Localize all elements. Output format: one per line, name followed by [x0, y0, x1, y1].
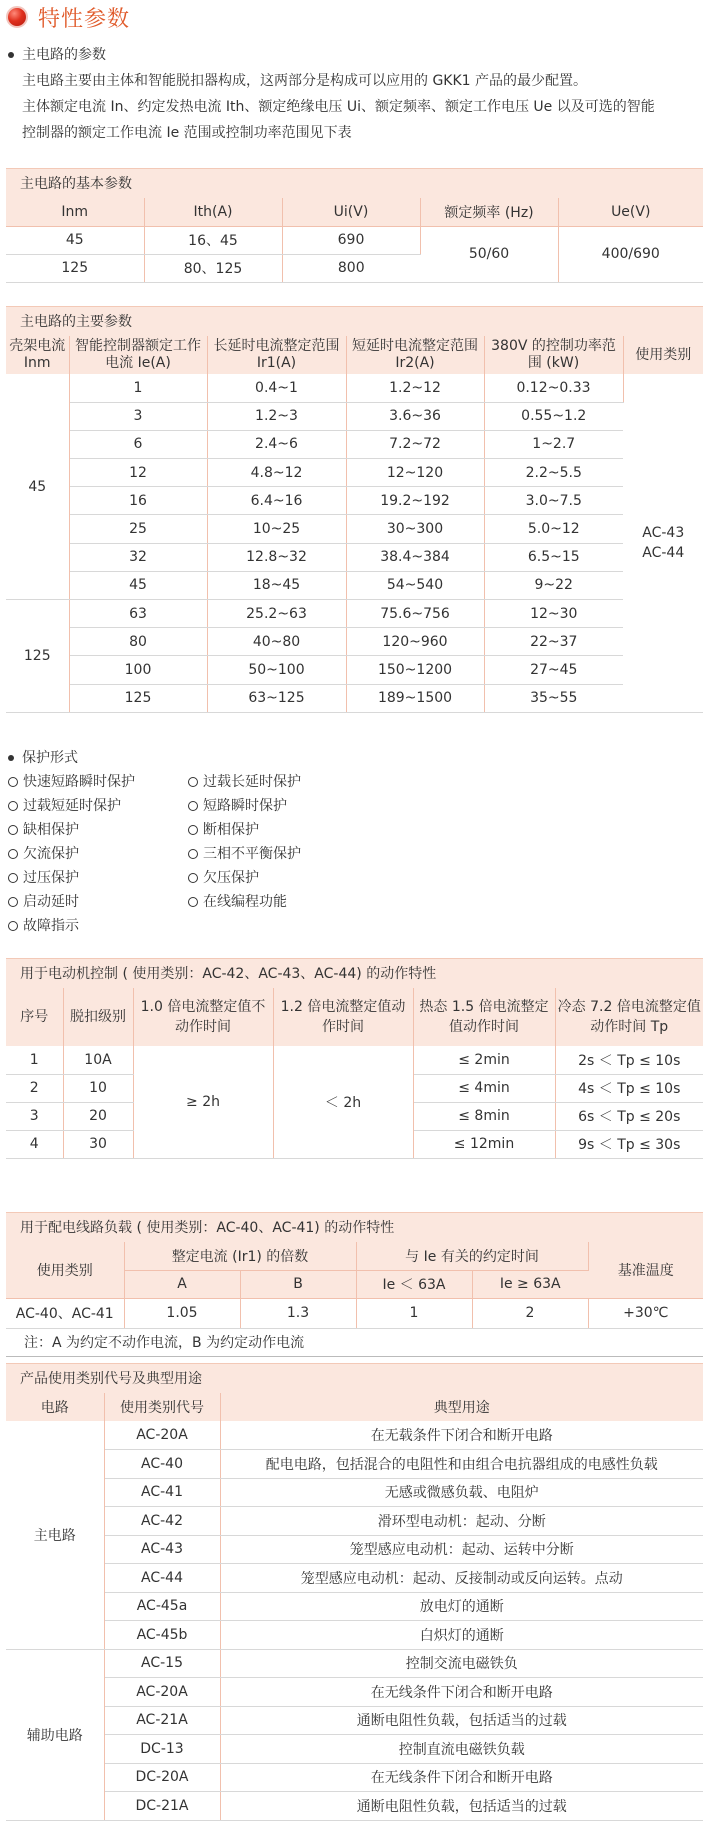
- table-cell: AC-20A: [104, 1421, 220, 1450]
- table-cell: 1: [6, 1046, 63, 1074]
- table-cell: ＜ 2h: [273, 1046, 413, 1158]
- bullet-icon: [8, 755, 14, 761]
- circle-icon: [188, 849, 198, 859]
- table-cell: 150~1200: [346, 656, 484, 684]
- table-cell: 6.4~16: [207, 487, 346, 515]
- intro-heading-text: 主电路的参数: [22, 47, 106, 63]
- table-cell: 12: [69, 459, 207, 487]
- table-cell: 50~100: [207, 656, 346, 684]
- table-cell: ≤ 4min: [413, 1074, 555, 1102]
- table-cell: 控制直流电磁铁负载: [220, 1735, 703, 1764]
- circle-icon: [8, 921, 18, 931]
- table-header: 电路: [6, 1393, 104, 1421]
- table-cell: 63~125: [207, 684, 346, 712]
- table-header: 使用类别代号: [104, 1393, 220, 1421]
- table-cell: 22~37: [484, 628, 623, 656]
- table-row: [6, 1706, 703, 1735]
- table-header: 整定电流 (Ir1) 的倍数: [124, 1242, 356, 1270]
- table-cell: 4: [6, 1130, 63, 1158]
- table-cell: 12~30: [484, 600, 623, 628]
- protection-item-label: 断相保护: [203, 822, 259, 838]
- table-header: 智能控制器额定工作电流 Ie(A): [69, 336, 207, 374]
- table-cell: 3.0~7.5: [484, 487, 623, 515]
- motor-table: [6, 988, 703, 1159]
- table-header: 冷态 7.2 倍电流整定值动作时间 Tp: [555, 988, 703, 1046]
- table-header: 脱扣级别: [63, 988, 133, 1046]
- circle-icon: [8, 849, 18, 859]
- table-header: Ie ＜ 63A: [356, 1270, 472, 1298]
- table-cell: 1~2.7: [484, 430, 623, 458]
- protection-item: [188, 818, 388, 842]
- intro-line-1: 主电路主要由主体和智能脱扣器构成，这两部分是构成可以应用的 GKK1 产品的最少配置。: [22, 73, 588, 89]
- protection-item-label: 启动延时: [23, 894, 79, 910]
- table-cell: 2s ＜ Tp ≤ 10s: [555, 1046, 703, 1074]
- table-header: Ith(A): [144, 198, 282, 226]
- bullet-icon: [8, 52, 14, 58]
- table-row: [6, 1478, 703, 1507]
- table-row: [6, 1535, 703, 1564]
- table-row: [6, 1592, 703, 1621]
- table-cell: AC-44: [104, 1564, 220, 1593]
- table-cell: AC-45a: [104, 1592, 220, 1621]
- table-cell: 无感或微感负载、电阻炉: [220, 1478, 703, 1507]
- protection-item: [8, 770, 188, 794]
- table-row: [6, 1450, 703, 1479]
- table-cell: 75.6~756: [346, 600, 484, 628]
- table-row: [6, 543, 703, 571]
- protection-item-label: 短路瞬时保护: [203, 798, 287, 814]
- table-cell: 30: [63, 1130, 133, 1158]
- table-cell: 6.5~15: [484, 543, 623, 571]
- protection-item: [8, 842, 188, 866]
- table-cell: 0.12~0.33: [484, 374, 623, 402]
- table-row: [6, 430, 703, 458]
- table-row: [6, 374, 703, 402]
- table-cell: 1.2~3: [207, 402, 346, 430]
- table-cell: 10~25: [207, 515, 346, 543]
- table-cell: 配电电路，包括混合的电阻性和由组合电抗器组成的电感性负载: [220, 1450, 703, 1479]
- table-cell: 45: [6, 374, 69, 600]
- table-cell: 1.2~12: [346, 374, 484, 402]
- protection-item-label: 三相不平衡保护: [203, 846, 301, 862]
- protection-item-label: 快速短路瞬时保护: [23, 774, 135, 790]
- red-circle-icon: [6, 6, 28, 28]
- table-cell: 1: [356, 1298, 472, 1328]
- table-cell: 30~300: [346, 515, 484, 543]
- table-cell: 800: [282, 254, 420, 282]
- table-cell: 100: [69, 656, 207, 684]
- circle-icon: [188, 897, 198, 907]
- table-cell: 189~1500: [346, 684, 484, 712]
- table-header: B: [240, 1270, 356, 1298]
- table-row: [6, 1792, 703, 1821]
- table-row: [6, 1507, 703, 1536]
- table-header: 序号: [6, 988, 63, 1046]
- table-cell: DC-20A: [104, 1763, 220, 1792]
- table-row: [6, 571, 703, 599]
- table-cell: 6: [69, 430, 207, 458]
- table-cell: 12.8~32: [207, 543, 346, 571]
- table-row: [6, 1046, 703, 1074]
- motor-section: [6, 958, 703, 1159]
- table-cell: 在无载条件下闭合和断开电路: [220, 1421, 703, 1450]
- motor-heading: 用于电动机控制 ( 使用类别：AC-42、AC-43、AC-44) 的动作特性: [6, 958, 703, 988]
- protection-list: [8, 770, 408, 938]
- table-cell: 400/690: [558, 226, 703, 282]
- intro-line-2: 主体额定电流 In、约定发热电流 Ith、额定绝缘电压 Ui、额定频率、额定工作电压 Ue 以及可选的智能: [22, 99, 655, 115]
- table-row: [6, 1298, 703, 1328]
- protection-item: [188, 842, 388, 866]
- protection-item: [8, 890, 188, 914]
- table-cell: 10: [63, 1074, 133, 1102]
- table-cell: 白炽灯的通断: [220, 1621, 703, 1650]
- protection-item: [188, 890, 388, 914]
- table-cell: 54~540: [346, 571, 484, 599]
- protection-item-label: 欠压保护: [203, 870, 259, 886]
- table-row: [6, 402, 703, 430]
- table-header: 短延时电流整定范围 Ir2(A): [346, 336, 484, 374]
- table-cell: 2: [6, 1074, 63, 1102]
- table-cell: 通断电阻性负载，包括适当的过载: [220, 1792, 703, 1821]
- table-row: [6, 515, 703, 543]
- distribution-section: [6, 1212, 703, 1357]
- page-title: [6, 2, 130, 32]
- usage-heading: 产品使用类别代号及典型用途: [6, 1363, 703, 1393]
- protection-item: [8, 794, 188, 818]
- table-cell: 3.6~36: [346, 402, 484, 430]
- intro-section: [8, 42, 708, 146]
- table-cell: AC-40: [104, 1450, 220, 1479]
- table-row: [6, 1678, 703, 1707]
- protection-item-label: 缺相保护: [23, 822, 79, 838]
- table-cell: AC-43 AC-44: [623, 374, 703, 712]
- protection-item-label: 过压保护: [23, 870, 79, 886]
- circle-icon: [8, 801, 18, 811]
- table-header: 基准温度: [588, 1242, 703, 1298]
- table-cell: 27~45: [484, 656, 623, 684]
- table-cell: AC-21A: [104, 1706, 220, 1735]
- table-header: A: [124, 1270, 240, 1298]
- table-cell: 38.4~384: [346, 543, 484, 571]
- protection-item: [8, 866, 188, 890]
- basic-params-table: [6, 198, 703, 283]
- table-cell: 19.2~192: [346, 487, 484, 515]
- table-header: 1.2 倍电流整定值动作时间: [273, 988, 413, 1046]
- table-header: 使用类别: [623, 336, 703, 374]
- table-cell: 主电路: [6, 1421, 104, 1649]
- table-cell: 控制交流电磁铁负: [220, 1649, 703, 1678]
- circle-icon: [188, 825, 198, 835]
- table-cell: 125: [6, 600, 69, 713]
- table-cell: 80、125: [144, 254, 282, 282]
- table-row: [6, 459, 703, 487]
- table-row: [6, 600, 703, 628]
- intro-line-3: 控制器的额定工作电流 Ie 范围或控制功率范围见下表: [22, 125, 352, 141]
- table-cell: 5.0~12: [484, 515, 623, 543]
- table-cell: 6s ＜ Tp ≤ 20s: [555, 1102, 703, 1130]
- table-cell: 16、45: [144, 226, 282, 254]
- table-header: 热态 1.5 倍电流整定值动作时间: [413, 988, 555, 1046]
- table-cell: 125: [6, 254, 144, 282]
- table-cell: DC-13: [104, 1735, 220, 1764]
- table-cell: 辅助电路: [6, 1649, 104, 1820]
- table-row: [6, 628, 703, 656]
- table-cell: 7.2~72: [346, 430, 484, 458]
- distribution-table: [6, 1242, 703, 1329]
- table-cell: 25: [69, 515, 207, 543]
- table-cell: ≤ 2min: [413, 1046, 555, 1074]
- table-cell: 80: [69, 628, 207, 656]
- table-cell: 2.2~5.5: [484, 459, 623, 487]
- table-cell: 0.55~1.2: [484, 402, 623, 430]
- circle-icon: [8, 897, 18, 907]
- table-header: 额定频率 (Hz): [420, 198, 558, 226]
- table-cell: 1: [69, 374, 207, 402]
- protection-item-label: 故障指示: [23, 918, 79, 934]
- table-cell: 笼型感应电动机：起动、反接制动或反向运转。点动: [220, 1564, 703, 1593]
- table-cell: 45: [6, 226, 144, 254]
- table-cell: 4.8~12: [207, 459, 346, 487]
- table-cell: 125: [69, 684, 207, 712]
- protection-item: [8, 818, 188, 842]
- table-cell: 12~120: [346, 459, 484, 487]
- table-row: [6, 1763, 703, 1792]
- table-cell: 25.2~63: [207, 600, 346, 628]
- circle-icon: [8, 825, 18, 835]
- table-cell: 10A: [63, 1046, 133, 1074]
- table-cell: 3: [6, 1102, 63, 1130]
- table-cell: 0.4~1: [207, 374, 346, 402]
- protection-heading-text: 保护形式: [22, 750, 78, 766]
- circle-icon: [8, 777, 18, 787]
- basic-params-section: [6, 168, 703, 283]
- table-cell: ≥ 2h: [133, 1046, 273, 1158]
- protection-item-label: 过载长延时保护: [203, 774, 301, 790]
- table-cell: 2.4~6: [207, 430, 346, 458]
- circle-icon: [188, 777, 198, 787]
- main-params-heading: 主电路的主要参数: [6, 306, 703, 336]
- table-cell: 4s ＜ Tp ≤ 10s: [555, 1074, 703, 1102]
- table-header: Ie ≥ 63A: [472, 1270, 588, 1298]
- table-cell: AC-43: [104, 1535, 220, 1564]
- table-cell: DC-21A: [104, 1792, 220, 1821]
- table-cell: ≤ 12min: [413, 1130, 555, 1158]
- table-cell: 2: [472, 1298, 588, 1328]
- table-cell: AC-41: [104, 1478, 220, 1507]
- basic-params-heading: 主电路的基本参数: [6, 168, 703, 198]
- table-cell: 滑环型电动机：起动、分断: [220, 1507, 703, 1536]
- table-row: [6, 1421, 703, 1450]
- table-row: [6, 487, 703, 515]
- table-header: 与 Ie 有关的约定时间: [356, 1242, 588, 1270]
- protection-item: [188, 794, 388, 818]
- table-row: [6, 656, 703, 684]
- page-title-text: 特性参数: [38, 6, 131, 32]
- table-cell: 18~45: [207, 571, 346, 599]
- table-cell: 在无线条件下闭合和断开电路: [220, 1763, 703, 1792]
- table-cell: 16: [69, 487, 207, 515]
- table-header: 380V 的控制功率范围 (kW): [484, 336, 623, 374]
- usage-section: [6, 1363, 703, 1821]
- table-cell: 通断电阻性负载，包括适当的过载: [220, 1706, 703, 1735]
- table-cell: 1.3: [240, 1298, 356, 1328]
- table-cell: AC-20A: [104, 1678, 220, 1707]
- table-cell: 20: [63, 1102, 133, 1130]
- table-row: [6, 1564, 703, 1593]
- circle-icon: [8, 873, 18, 883]
- table-header: Ue(V): [558, 198, 703, 226]
- protection-item-label: 欠流保护: [23, 846, 79, 862]
- table-row: [6, 226, 703, 254]
- table-header: Ui(V): [282, 198, 420, 226]
- table-cell: 120~960: [346, 628, 484, 656]
- protection-item-label: 过载短延时保护: [23, 798, 121, 814]
- protection-heading: [8, 746, 408, 770]
- table-cell: 32: [69, 543, 207, 571]
- circle-icon: [188, 801, 198, 811]
- table-cell: 在无线条件下闭合和断开电路: [220, 1678, 703, 1707]
- distribution-note: 注：A 为约定不动作电流，B 为约定动作电流: [6, 1329, 703, 1357]
- table-row: [6, 1649, 703, 1678]
- table-cell: 40~80: [207, 628, 346, 656]
- table-cell: AC-45b: [104, 1621, 220, 1650]
- table-cell: AC-15: [104, 1649, 220, 1678]
- table-cell: 50/60: [420, 226, 558, 282]
- distribution-heading: 用于配电线路负载 ( 使用类别：AC-40、AC-41) 的动作特性: [6, 1212, 703, 1242]
- table-cell: 45: [69, 571, 207, 599]
- usage-table: [6, 1393, 703, 1821]
- main-params-section: [6, 306, 703, 713]
- table-cell: 63: [69, 600, 207, 628]
- circle-icon: [188, 873, 198, 883]
- table-cell: 9~22: [484, 571, 623, 599]
- main-params-table: [6, 336, 703, 713]
- protection-item: [188, 866, 388, 890]
- table-header: 壳架电流 Inm: [6, 336, 69, 374]
- protection-item: [8, 914, 188, 938]
- table-header: 典型用途: [220, 1393, 703, 1421]
- table-row: [6, 1621, 703, 1650]
- table-cell: 35~55: [484, 684, 623, 712]
- table-cell: AC-42: [104, 1507, 220, 1536]
- table-header: 1.0 倍电流整定值不动作时间: [133, 988, 273, 1046]
- table-cell: ≤ 8min: [413, 1102, 555, 1130]
- protection-section: [8, 746, 408, 938]
- table-cell: 690: [282, 226, 420, 254]
- table-cell: AC-40、AC-41: [6, 1298, 124, 1328]
- table-cell: +30℃: [588, 1298, 703, 1328]
- intro-heading: [8, 42, 708, 68]
- table-cell: 3: [69, 402, 207, 430]
- table-cell: 笼型感应电动机：起动、运转中分断: [220, 1535, 703, 1564]
- table-row: [6, 684, 703, 712]
- table-header: Inm: [6, 198, 144, 226]
- table-cell: 9s ＜ Tp ≤ 30s: [555, 1130, 703, 1158]
- table-header: 使用类别: [6, 1242, 124, 1298]
- table-cell: 1.05: [124, 1298, 240, 1328]
- table-header: 长延时电流整定范围 Ir1(A): [207, 336, 346, 374]
- protection-item: [188, 770, 388, 794]
- table-row: [6, 1735, 703, 1764]
- protection-item-label: 在线编程功能: [203, 894, 287, 910]
- table-cell: 放电灯的通断: [220, 1592, 703, 1621]
